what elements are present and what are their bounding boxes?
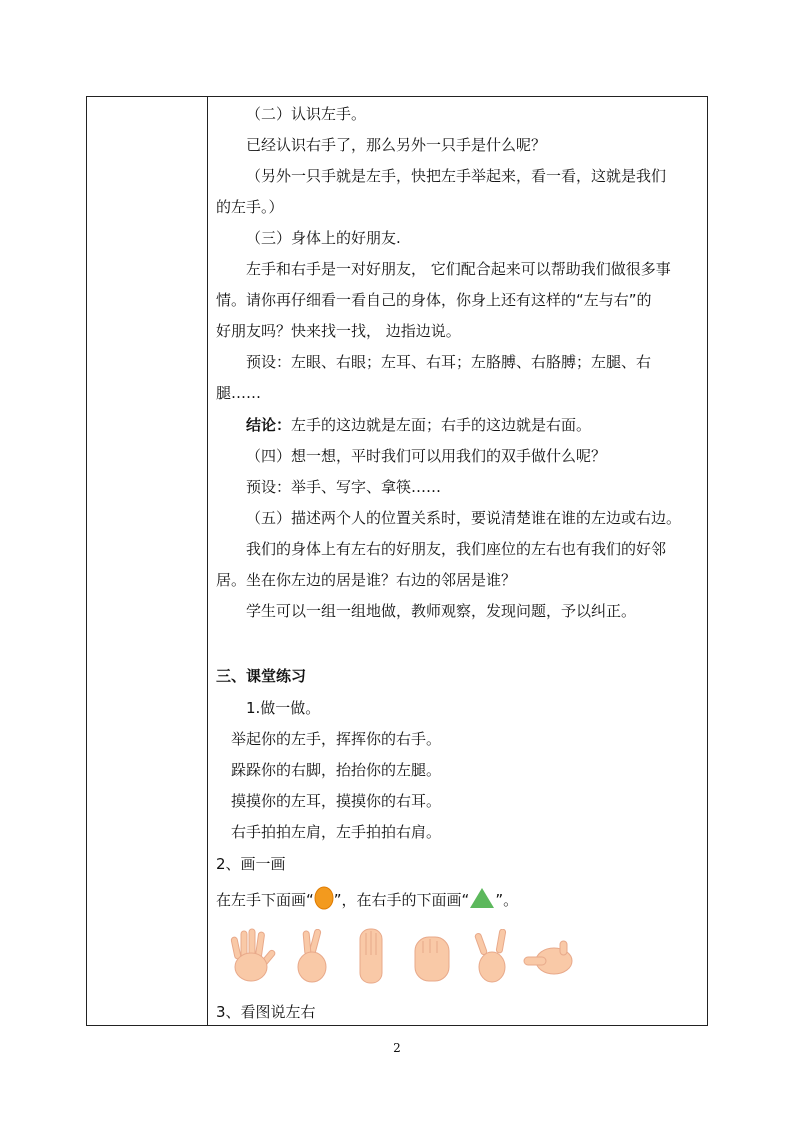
text-line: 摸摸你的左耳，摸摸你的右耳。 [231,792,442,810]
text-line: 预设：举手、写字、拿筷…… [246,478,442,496]
text-line: 3、看图说左右 [216,1003,316,1021]
green-triangle-icon [469,887,495,914]
text-line: 1.做一做。 [246,699,321,717]
column-divider [207,97,208,1025]
text-line: 2、画一画 [216,855,286,873]
draw-instruction [216,885,518,916]
text-line: （另外一只手就是左手，快把左手举起来，看一看，这就是我们 [246,167,667,185]
text-line: 好朋友吗？快来找一找， 边指边说。 [216,322,461,340]
orange-circle-icon [314,885,334,916]
text-line: 我们的身体上有左右的好朋友，我们座位的左右也有我们的好邻 [246,540,667,558]
thumb-hand-icon [522,939,578,979]
rock-hand-icon [472,929,514,985]
flat-hand-icon [352,927,392,985]
open-hand-icon [227,927,277,985]
fist-hand-icon [409,931,455,985]
text-line: 学生可以一组一组地做，教师观察，发现问题，予以纠正。 [246,602,637,620]
text-line: 预设：左眼、右眼；左耳、右耳；左胳膊、右胳膊；左腿、右 [246,353,652,371]
text-line: （二）认识左手。 [246,105,367,123]
text-line: 左手和右手是一对好朋友， 它们配合起来可以帮助我们做很多事 [246,260,671,278]
lesson-table [86,96,708,1026]
text-line: 跺跺你的右脚，抬抬你的左腿。 [231,761,442,779]
draw-part2: ”，在右手的下面画“ [333,891,470,909]
page-number: 2 [393,1041,401,1055]
text-line: 居。坐在你左边的居是谁？右边的邻居是谁？ [216,571,517,589]
conclusion-line [246,415,591,435]
v-sign-hand-icon [292,929,336,985]
conclusion-text: 左手的这边就是左面；右手的这边就是右面。 [291,416,592,434]
draw-part3: ”。 [495,891,519,909]
conclusion-label: 结论： [246,416,292,434]
text-line: 已经认识右手了，那么另外一只手是什么呢？ [246,136,547,154]
text-line: （五）描述两个人的位置关系时，要说清楚谁在谁的左边或右边。 [246,509,682,527]
section-heading: 三、课堂练习 [216,667,307,685]
text-line: 情。请你再仔细看一看自己的身体，你身上还有这样的“左与右”的 [216,291,652,309]
text-line: 腿…… [216,384,262,402]
text-line: 右手拍拍左肩，左手拍拍右肩。 [231,823,442,841]
text-line: 的左手。） [216,198,284,216]
text-line: 举起你的左手，挥挥你的右手。 [231,730,442,748]
draw-part1: 在左手下面画“ [216,891,314,909]
text-line: （四）想一想，平时我们可以用我们的双手做什么呢？ [246,447,607,465]
text-line: （三）身体上的好朋友. [246,229,401,247]
